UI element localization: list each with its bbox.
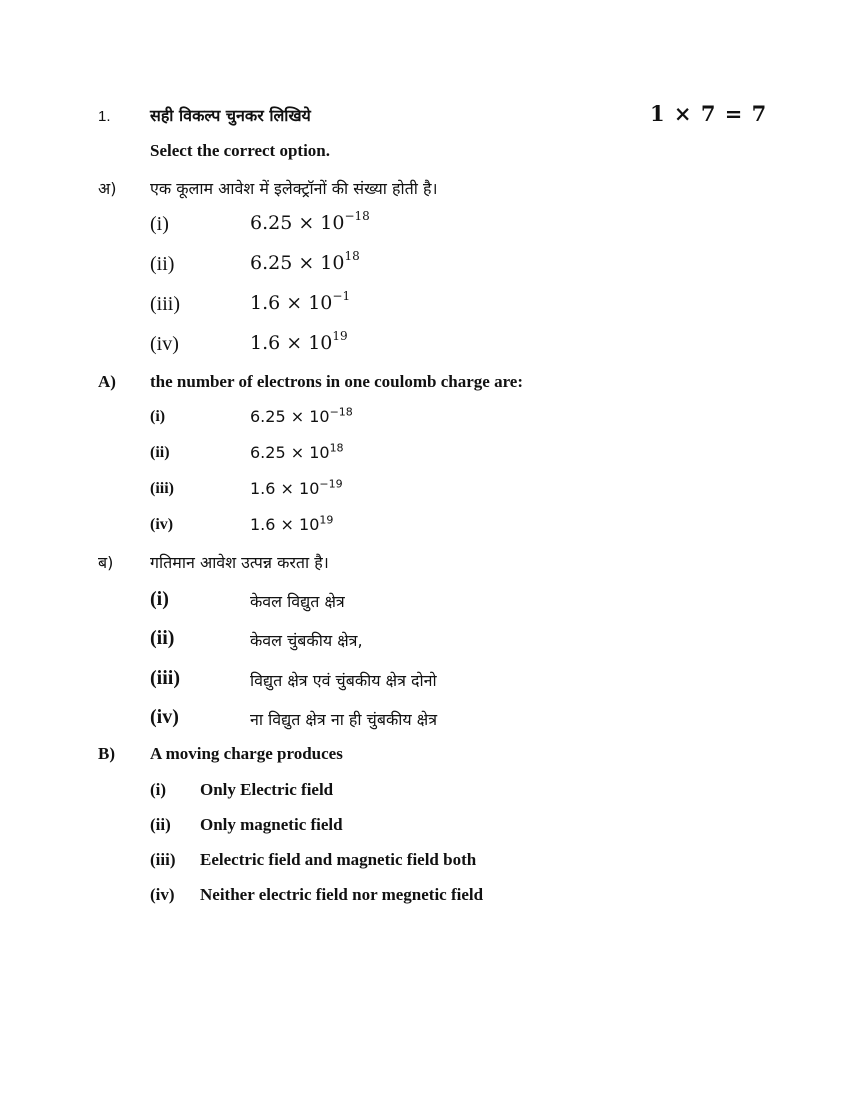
option-number: (iv) bbox=[150, 885, 175, 904]
option-number: (iii) bbox=[150, 850, 176, 869]
question-number: 1. bbox=[98, 108, 111, 125]
part-label-b-hindi: ब) bbox=[98, 553, 114, 572]
part-label-b-english: B) bbox=[98, 744, 115, 763]
option-value: $6.25 \times 10^{-18}$ bbox=[250, 405, 353, 426]
option-value: $6.25 \times 10^{18}$ bbox=[250, 441, 344, 462]
part-label-a-hindi: अ) bbox=[98, 179, 117, 198]
option-number: (ii) bbox=[150, 253, 175, 275]
option-number: (iv) bbox=[150, 333, 179, 355]
option-value: ना विद्युत क्षेत्र ना ही चुंबकीय क्षेत्र bbox=[250, 710, 438, 729]
option-value: केवल चुंबकीय क्षेत्र, bbox=[250, 631, 363, 650]
option-number: (ii) bbox=[150, 815, 171, 834]
option-number: (i) bbox=[150, 408, 166, 425]
option-value: $1.6 \times 10^{19}$ bbox=[250, 328, 348, 354]
option-value: Only Electric field bbox=[200, 780, 334, 799]
marks-allocation: 1 × 7 = 7 bbox=[650, 101, 768, 126]
option-value: Eelectric field and magnetic field both bbox=[200, 850, 477, 869]
question-title-english: Select the correct option. bbox=[150, 141, 331, 160]
option-number: (iii) bbox=[150, 293, 180, 315]
option-number: (iv) bbox=[150, 516, 174, 533]
option-value: विद्युत क्षेत्र एवं चुंबकीय क्षेत्र दोनो bbox=[250, 671, 437, 690]
option-value: Only magnetic field bbox=[200, 815, 343, 834]
option-number: (ii) bbox=[150, 627, 175, 649]
part-a-hindi-question: एक कूलाम आवेश में इलेक्ट्रॉनों की संख्या होती है। bbox=[150, 179, 438, 198]
option-value: $6.25 \times 10^{-18}$ bbox=[250, 208, 370, 234]
option-value: $1.6 \times 10^{-19}$ bbox=[250, 477, 343, 498]
option-number: (iv) bbox=[150, 706, 179, 728]
option-value: Neither electric field nor megnetic field bbox=[200, 885, 484, 904]
part-a-english-question: the number of electrons in one coulomb charge are: bbox=[150, 372, 524, 391]
part-b-hindi-question: गतिमान आवेश उत्पन्न करता है। bbox=[150, 553, 329, 572]
option-number: (i) bbox=[150, 588, 169, 610]
option-number: (iii) bbox=[150, 667, 180, 689]
option-number: (i) bbox=[150, 213, 169, 235]
part-label-a-english: A) bbox=[98, 372, 116, 391]
option-value: $6.25 \times 10^{18}$ bbox=[250, 248, 360, 274]
option-value: केवल विद्युत क्षेत्र bbox=[250, 592, 345, 611]
part-b-english-question: A moving charge produces bbox=[150, 744, 343, 763]
option-number: (ii) bbox=[150, 444, 170, 461]
option-value: $1.6 \times 10^{-1}$ bbox=[250, 288, 351, 314]
option-number: (iii) bbox=[150, 480, 174, 497]
option-number: (i) bbox=[150, 780, 167, 799]
option-value: $1.6 \times 10^{19}$ bbox=[250, 513, 334, 534]
question-title-hindi: सही विकल्प चुनकर लिखिये bbox=[150, 106, 311, 125]
